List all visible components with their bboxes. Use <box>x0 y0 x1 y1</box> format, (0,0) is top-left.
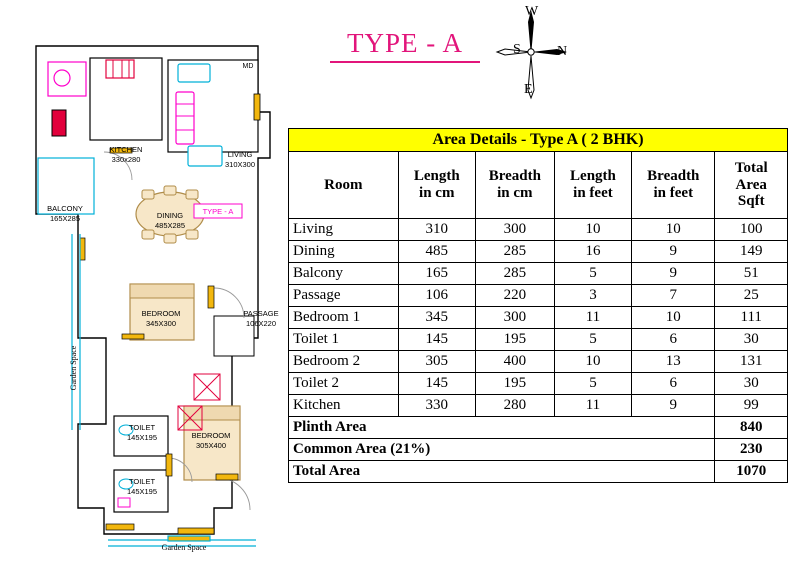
table-row <box>289 219 788 241</box>
cell-breadth-ft: 7 <box>632 285 715 307</box>
compass-label-west: W <box>525 4 539 19</box>
table-caption: Area Details - Type A ( 2 BHK) <box>289 129 788 152</box>
cell-total-area: 111 <box>715 307 788 329</box>
cell-length-cm: 165 <box>398 263 475 285</box>
plan-label-bedroom2-size: 305X400 <box>195 441 227 450</box>
cell-length-ft: 16 <box>554 241 631 263</box>
cell-total-area: 99 <box>715 395 788 417</box>
cell-length-ft: 5 <box>554 329 631 351</box>
cell-summary-value: 840 <box>715 417 788 439</box>
cell-total-area: 100 <box>715 219 788 241</box>
cell-room: Toilet 2 <box>289 373 399 395</box>
plan-label-passage: PASSAGE <box>243 309 279 318</box>
cell-breadth-ft: 9 <box>632 263 715 285</box>
cell-room: Living <box>289 219 399 241</box>
compass-label-east: E <box>524 82 533 97</box>
cell-summary-value: 1070 <box>715 461 788 483</box>
floor-plan <box>18 38 280 560</box>
cell-breadth-ft: 6 <box>632 329 715 351</box>
cell-room: Kitchen <box>289 395 399 417</box>
plan-label-dining-size: 485X285 <box>154 221 186 230</box>
plan-label-toilet2-size: 145X195 <box>126 487 158 496</box>
plan-label-living-size: 310X300 <box>224 160 256 169</box>
plan-label-dining: DINING <box>156 211 184 220</box>
cell-summary-label: Plinth Area <box>289 417 715 439</box>
table-row <box>289 395 788 417</box>
table-row <box>289 351 788 373</box>
plan-label-bedroom1-size: 345X300 <box>145 319 177 328</box>
cell-length-ft: 3 <box>554 285 631 307</box>
table-row <box>289 329 788 351</box>
cell-room: Bedroom 1 <box>289 307 399 329</box>
cell-room: Dining <box>289 241 399 263</box>
table-row <box>289 307 788 329</box>
cell-total-area: 30 <box>715 373 788 395</box>
cell-breadth-cm: 285 <box>475 263 554 285</box>
plan-label-passage-size: 106X220 <box>245 319 277 328</box>
page-title: TYPE - A <box>330 28 480 63</box>
cell-breadth-cm: 195 <box>475 373 554 395</box>
cell-breadth-ft: 9 <box>632 241 715 263</box>
cell-length-cm: 310 <box>398 219 475 241</box>
plan-label-garden-bottom: Garden Space <box>161 543 207 552</box>
plan-label-bedroom2: BEDROOM <box>191 431 231 440</box>
table-summary-row <box>289 461 788 483</box>
cell-breadth-ft: 10 <box>632 307 715 329</box>
cell-room: Toilet 1 <box>289 329 399 351</box>
cell-breadth-cm: 195 <box>475 329 554 351</box>
area-details-table <box>288 128 788 483</box>
plan-label-bedroom1: BEDROOM <box>141 309 181 318</box>
cell-total-area: 131 <box>715 351 788 373</box>
cell-length-cm: 145 <box>398 329 475 351</box>
cell-length-cm: 485 <box>398 241 475 263</box>
cell-total-area: 25 <box>715 285 788 307</box>
cell-total-area: 30 <box>715 329 788 351</box>
plan-label-main-door: MD <box>242 63 254 70</box>
plan-label-toilet2: TOILET <box>128 477 156 486</box>
col-header-breadth-cm: Breadth in cm <box>475 152 554 219</box>
cell-breadth-cm: 300 <box>475 307 554 329</box>
table-summary-row <box>289 417 788 439</box>
cell-breadth-ft: 9 <box>632 395 715 417</box>
cell-length-ft: 10 <box>554 219 631 241</box>
cell-breadth-cm: 280 <box>475 395 554 417</box>
plan-label-garden-left: Garden Space <box>69 345 78 391</box>
table-row <box>289 373 788 395</box>
table-row <box>289 263 788 285</box>
cell-length-cm: 305 <box>398 351 475 373</box>
cell-length-ft: 5 <box>554 373 631 395</box>
cell-room: Passage <box>289 285 399 307</box>
table-summary-row <box>289 439 788 461</box>
plan-label-toilet1-size: 145X195 <box>126 433 158 442</box>
plan-label-kitchen: KITCHEN <box>109 145 143 154</box>
plan-label-balcony: BALCONY <box>47 204 83 213</box>
plan-label-toilet1: TOILET <box>128 423 156 432</box>
col-header-breadth-ft: Breadth in feet <box>632 152 715 219</box>
cell-total-area: 149 <box>715 241 788 263</box>
cell-breadth-ft: 10 <box>632 219 715 241</box>
cell-room: Balcony <box>289 263 399 285</box>
col-header-room: Room <box>289 152 399 219</box>
cell-length-cm: 106 <box>398 285 475 307</box>
col-header-length-cm: Length in cm <box>398 152 475 219</box>
cell-room: Bedroom 2 <box>289 351 399 373</box>
compass-label-north: N <box>557 44 568 59</box>
compass-rose <box>495 4 595 100</box>
cell-breadth-cm: 400 <box>475 351 554 373</box>
cell-length-cm: 330 <box>398 395 475 417</box>
cell-summary-label: Total Area <box>289 461 715 483</box>
cell-length-ft: 11 <box>554 307 631 329</box>
table-row <box>289 241 788 263</box>
cell-breadth-ft: 6 <box>632 373 715 395</box>
plan-type-tag: TYPE - A <box>202 207 234 216</box>
compass-label-south: S <box>513 42 521 57</box>
table-row <box>289 285 788 307</box>
cell-length-ft: 10 <box>554 351 631 373</box>
cell-total-area: 51 <box>715 263 788 285</box>
cell-breadth-cm: 285 <box>475 241 554 263</box>
cell-summary-value: 230 <box>715 439 788 461</box>
plan-label-living: LIVING <box>227 150 253 159</box>
cell-breadth-ft: 13 <box>632 351 715 373</box>
cell-length-ft: 11 <box>554 395 631 417</box>
col-header-total-area: Total Area Sqft <box>715 152 788 219</box>
col-header-length-ft: Length in feet <box>554 152 631 219</box>
cell-breadth-cm: 220 <box>475 285 554 307</box>
cell-summary-label: Common Area (21%) <box>289 439 715 461</box>
cell-length-cm: 145 <box>398 373 475 395</box>
plan-label-balcony-size: 165X285 <box>49 214 81 223</box>
cell-length-cm: 345 <box>398 307 475 329</box>
plan-label-kitchen-size: 330x280 <box>111 155 141 164</box>
cell-length-ft: 5 <box>554 263 631 285</box>
cell-breadth-cm: 300 <box>475 219 554 241</box>
